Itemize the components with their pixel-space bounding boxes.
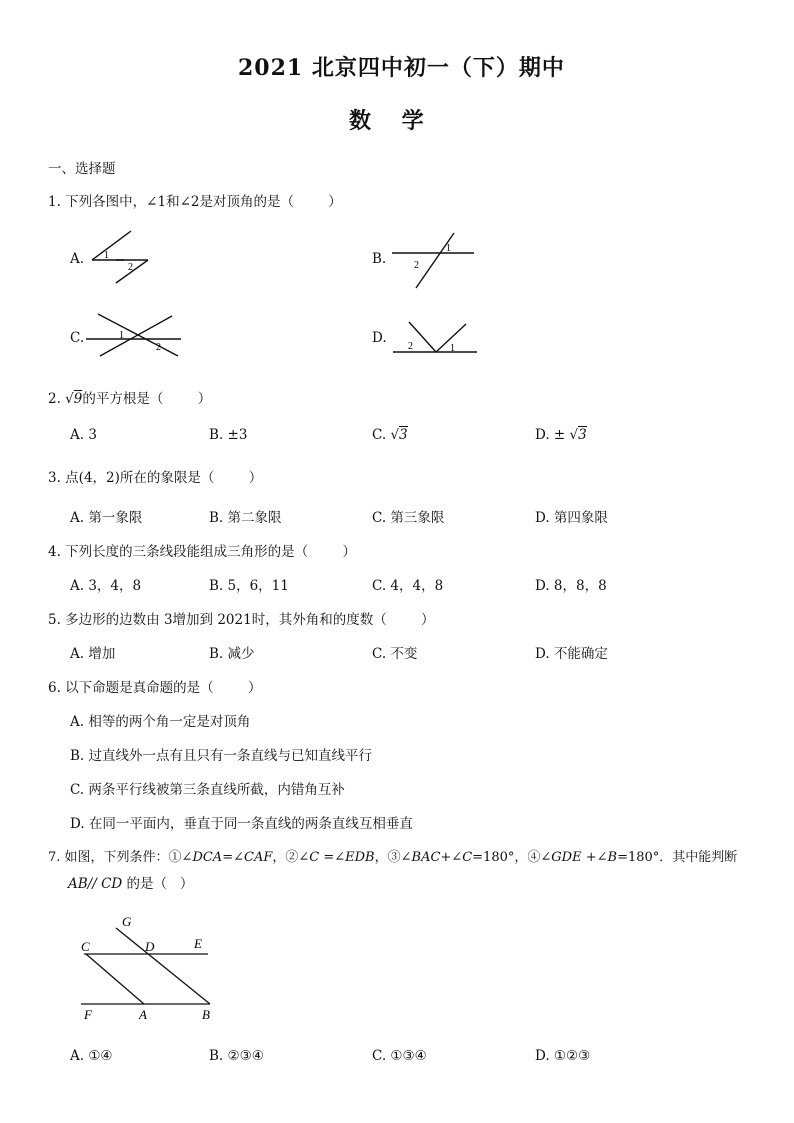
subject-title: 数 学 (349, 108, 424, 134)
question-7-stem-line2: AB// CD 的是（ ） (68, 876, 194, 892)
point-c-label: C (81, 939, 90, 954)
q4-option-a: A. 3，4，8 (70, 578, 142, 594)
angle-1-label: 1 (450, 343, 455, 354)
q3-option-a: A. 第一象限 (70, 510, 143, 526)
angle-2-label: 2 (156, 342, 161, 353)
question-7-stem: 7. 如图，下列条件：①∠DCA=∠CAF，②∠C =∠EDB，③∠BAC+∠C=180°，④∠GDE +∠B=180°．其中能判断 (48, 850, 738, 865)
q3-option-b: B. 第二象限 (209, 510, 282, 526)
q6-option-a: A. 相等的两个角一定是对顶角 (70, 714, 251, 730)
q5-option-d: D. 不能确定 (535, 646, 608, 662)
angle-1-label: 1 (104, 250, 109, 261)
sqrt-icon: √ (390, 427, 400, 443)
q7-option-d: D. ①②③ (535, 1048, 591, 1064)
angle-1-label: 1 (119, 330, 124, 341)
sqrt-icon: √ (65, 391, 74, 407)
q7-option-a: A. ①④ (70, 1048, 113, 1064)
q4-option-c: C. 4，4，8 (372, 578, 444, 594)
q3-option-c: C. 第三象限 (372, 510, 445, 526)
q2-option-d: D. ± √3 (535, 427, 587, 443)
q7-option-b: B. ②③④ (209, 1048, 264, 1064)
angle-2-label: 2 (414, 260, 419, 271)
question-6-stem: 6. 以下命题是真命题的是（ ） (48, 680, 262, 696)
question-2-stem: 2. √9的平方根是（ ） (48, 391, 212, 407)
q7-figure (76, 908, 226, 1026)
point-a-label: A (139, 1007, 147, 1022)
section-heading: 一、选择题 (48, 161, 116, 177)
q1-option-c: C. (70, 330, 85, 346)
question-1-stem: 1. 下列各图中，∠1和∠2是对顶角的是（ ） (48, 194, 342, 210)
question-4-stem: 4. 下列长度的三条线段能组成三角形的是（ ） (48, 544, 357, 560)
q5-option-a: A. 增加 (70, 646, 116, 662)
question-3-stem: 3. 点(4，2)所在的象限是（ ） (48, 470, 263, 486)
page-title: 2021 北京四中初一（下）期中 (238, 55, 565, 81)
q1-figure-c (86, 308, 186, 360)
point-d-label: D (145, 939, 155, 954)
q4-option-d: D. 8，8，8 (535, 578, 607, 594)
point-f-label: F (84, 1007, 92, 1022)
q6-option-b: B. 过直线外一点有且只有一条直线与已知直线平行 (70, 748, 373, 764)
point-g-label: G (122, 914, 132, 929)
question-5-stem: 5. 多边形的边数由 3增加到 2021时，其外角和的度数（ ） (48, 612, 435, 628)
q1-option-d: D. (372, 330, 387, 346)
angle-1-label: 1 (446, 243, 451, 254)
q1-figure-b (392, 230, 482, 292)
q1-option-b: B. (372, 251, 387, 267)
q6-option-c: C. 两条平行线被第三条直线所截，内错角互补 (70, 782, 345, 798)
q3-option-d: D. 第四象限 (535, 510, 608, 526)
q1-option-a: A. (70, 251, 85, 267)
q1-figure-d (393, 318, 483, 358)
q1-figure-a (86, 228, 156, 288)
angle-2-label: 2 (128, 262, 133, 273)
q5-option-c: C. 不变 (372, 646, 418, 662)
q6-option-d: D. 在同一平面内，垂直于同一条直线的两条直线互相垂直 (70, 816, 413, 832)
sqrt-icon: √ (569, 427, 579, 443)
q2-option-b: B. ±3 (209, 427, 248, 443)
point-b-label: B (202, 1007, 210, 1022)
q2-option-c: C. √3 (372, 427, 408, 443)
q4-option-b: B. 5，6，11 (209, 578, 289, 594)
q5-option-b: B. 减少 (209, 646, 255, 662)
point-e-label: E (194, 936, 202, 951)
q2-option-a: A. 3 (70, 427, 97, 443)
angle-2-label: 2 (408, 341, 413, 352)
q7-option-c: C. ①③④ (372, 1048, 427, 1064)
